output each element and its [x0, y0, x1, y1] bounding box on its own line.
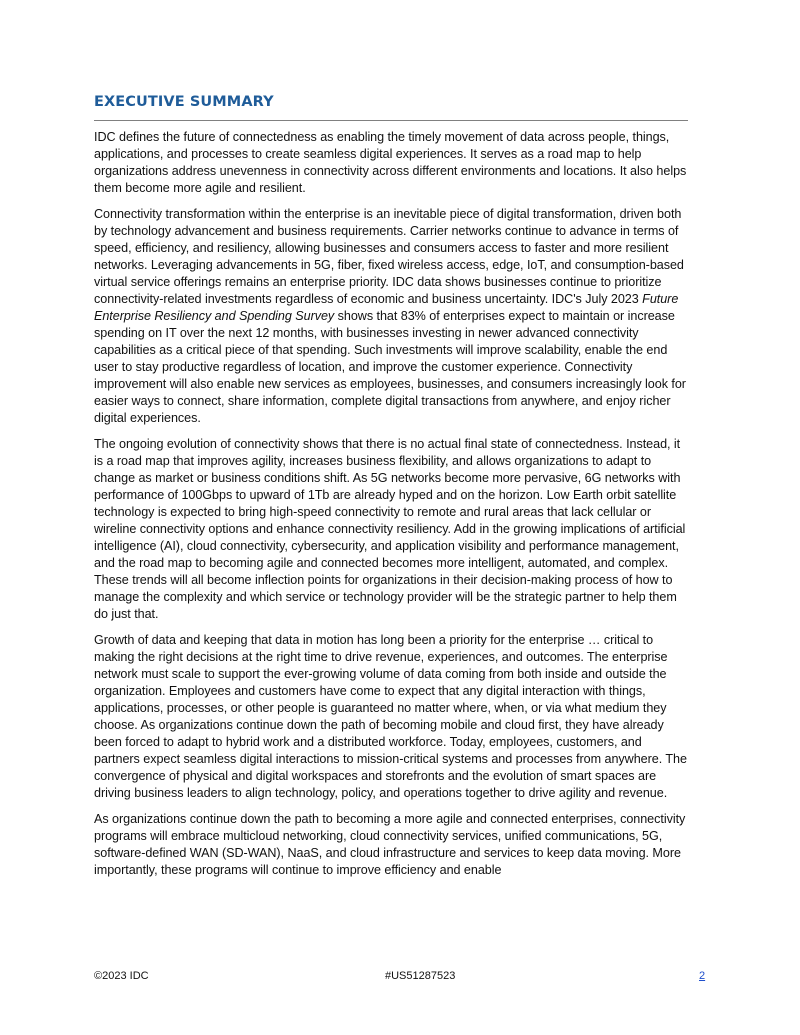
page-footer [0, 970, 800, 986]
heading-divider [94, 120, 688, 121]
footer-page-number-link[interactable]: 2 [699, 970, 706, 982]
paragraph-2-text-after: shows that 83% of enterprises expect to maintain or increase spending on IT over the next 12 months, with businesses investing in newer advanced connectivity capabilities as a critical piece of that spending. Such investments will improve scalability, enable the end user to stay productive regardless of location, and improve the customer experience. Connectivity improvement will also enable new services as employees, businesses, and consumers increasingly look for easier ways to connect, share information, complete digital transactions from anywhere, and enjoy richer digital experiences. [94, 309, 686, 425]
survey-title: Future Enterprise Resiliency and Spending Survey [94, 292, 679, 323]
paragraph-1: IDC defines the future of connectedness as enabling the timely movement of data across people, things, applications, and processes to create seamless digital experiences. It serves as a road map to help organizations address unevenness in connectivity across different environments and locations. It also helps them become more agile and resilient. [94, 130, 687, 195]
paragraph-4: Growth of data and keeping that data in motion has long been a priority for the enterprise … critical to making the right decisions at the right time to drive revenue, experiences, and outcomes. The enterprise network must scale to support the ever-growing volume of data coming from both inside and outside the organization. Employees and customers have come to expect that any digital interaction with things, applications, processes, or other people is guaranteed no matter where, when, or via what medium they choose. As organizations continue down the path of becoming mobile and cloud first, they have already been forced to adapt to hybrid work and a distributed workforce. Today, employees, customers, and partners expect seamless digital interactions to mission-critical systems and processes from anywhere. The convergence of physical and digital workspaces and storefronts and the evolution of smart spaces are driving business leaders to align technology, policy, and operations together to drive agility and revenue. [94, 633, 687, 800]
paragraph-2-text-before: Connectivity transformation within the enterprise is an inevitable piece of digital transformation, driven both by technology advancement and business requirements. Carrier networks continue to advance in terms of speed, efficiency, and resiliency, allowing businesses and consumers access to faster and more resilient networks. Leveraging advancements in 5G, fiber, fixed wireless access, edge, IoT, and consumption-based virtual service offerings remains an enterprise priority. IDC data shows businesses continue to prioritize connectivity-related investments regardless of economic and business uncertainty. IDC's July 2023 [94, 207, 684, 306]
footer-copyright: ©2023 IDC [94, 970, 149, 982]
paragraph-5: As organizations continue down the path to becoming a more agile and connected enterprises, connectivity programs will embrace multicloud networking, cloud connectivity services, unified communications, 5G, software-defined WAN (SD-WAN), NaaS, and cloud infrastructure and services to keep data moving. More importantly, these programs will continue to improve efficiency and enable [94, 812, 686, 877]
paragraph-3: The ongoing evolution of connectivity shows that there is no actual final state of connectedness. Instead, it is a road map that improves agility, increases business flexibility, and allows organizations to adapt to change as market or business conditions shift. As 5G networks become more pervasive, 6G networks with performance of 100Gbps to upward of 1Tb are already hyped and on the horizon. Low Earth orbit satellite technology is expected to bring high-speed connectivity to remote and rural areas that lack cellular or wireline connectivity options and enhance connectivity resiliency. Add in the growing implications of artificial intelligence (AI), cloud connectivity, cybersecurity, and application visibility and performance management, and the road map to becoming agile and connected becomes more intelligent, automated, and complex. These trends will all become inflection points for organizations in their decision-making process of how to manage the complexity and which service or technology provider will be the strategic partner to help them do just that. [94, 437, 686, 621]
footer-document-id: #US51287523 [385, 970, 456, 982]
paragraph-2 [94, 206, 688, 427]
body-text [94, 129, 688, 888]
section-heading: EXECUTIVE SUMMARY [94, 94, 274, 110]
